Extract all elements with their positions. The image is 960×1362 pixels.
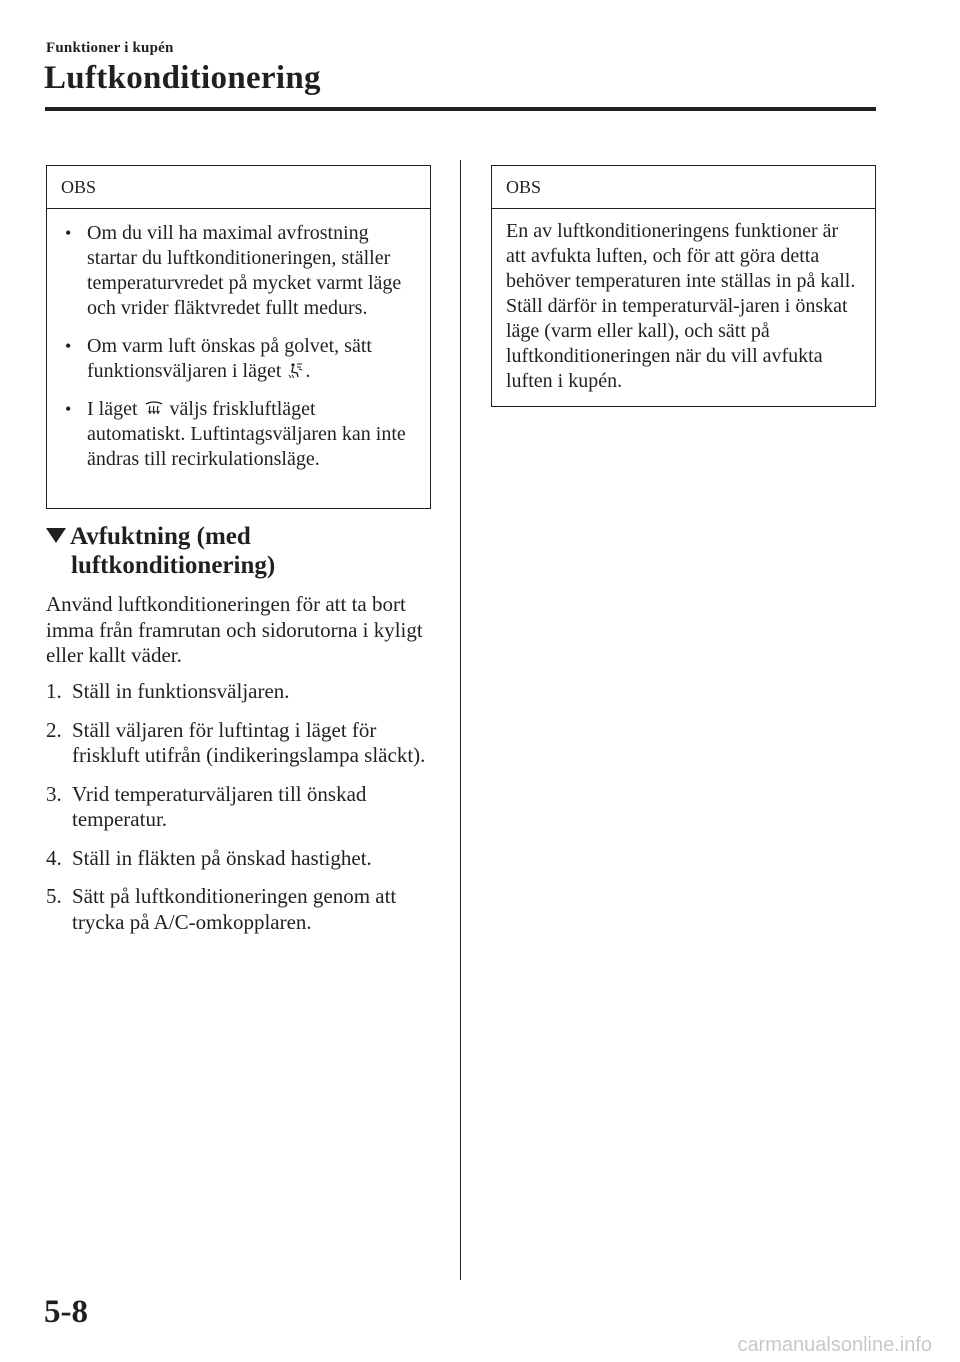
section-heading-line1: Avfuktning (med bbox=[70, 523, 251, 550]
bullet-text: väljs friskluftläget automatiskt. Luftintagsväljaren kan inte ändras till recirkulationsläge. bbox=[87, 398, 406, 470]
floor-defrost-mode-icon bbox=[288, 362, 303, 379]
title-rule bbox=[45, 107, 876, 111]
step-text: Ställ väljaren för luftintag i läget för friskluft utifrån (indikeringslampa släckt). bbox=[72, 717, 426, 767]
step-number: 2. bbox=[46, 717, 62, 742]
step-number: 1. bbox=[46, 679, 62, 703]
step-text: Sätt på luftkonditioneringen genom att trycka på A/C-omkopplaren. bbox=[72, 884, 397, 934]
note-box-right bbox=[491, 165, 876, 407]
section-heading bbox=[46, 522, 436, 580]
bullet-text: Om du vill ha maximal avfrostning startar du luftkonditioneringen, ställer temperaturvredet på mycket varmt läge och vrider fläktvredet fullt medurs. bbox=[87, 222, 402, 319]
note-label: OBS bbox=[47, 166, 430, 209]
steps-list bbox=[46, 679, 438, 948]
triangle-bullet-icon bbox=[46, 528, 66, 543]
intro-paragraph: Använd luftkonditioneringen för att ta bort imma från framrutan och sidorutorna i kyligt eller kallt väder. bbox=[46, 592, 423, 667]
step-number: 3. bbox=[46, 781, 62, 806]
list-item bbox=[46, 846, 438, 872]
section-label: Funktioner i kupén bbox=[46, 40, 174, 56]
list-item bbox=[46, 884, 438, 935]
step-text: Ställ in fläkten på önskad hastighet. bbox=[72, 845, 372, 870]
step-number: 4. bbox=[46, 845, 62, 870]
bullet-text: . bbox=[305, 360, 311, 382]
bullet-dot-icon: • bbox=[65, 336, 72, 356]
bullet-dot-icon: • bbox=[65, 223, 72, 243]
step-number: 5. bbox=[46, 884, 62, 908]
note-body-text: En av luftkonditioneringens funktioner är att avfukta luften, och för att göra detta behöver temperaturen inte ställas in på kall. Ställ därför in temperaturväl-jaren i önskat läge (varm eller kall), och sätt på luftkonditioneringen när du vill avfukta luften i kupén. bbox=[506, 220, 856, 392]
page-title: Luftkonditionering bbox=[44, 60, 321, 96]
note-bullet bbox=[61, 397, 416, 472]
list-item bbox=[46, 782, 438, 833]
column-divider bbox=[460, 160, 461, 1280]
list-item bbox=[46, 718, 438, 769]
section-heading-line2: luftkonditionering) bbox=[71, 552, 276, 579]
bullet-dot-icon: • bbox=[65, 399, 72, 419]
bullet-text: Om varm luft önskas på golvet, sätt funktionsväljaren i läget bbox=[87, 335, 372, 382]
step-text: Vrid temperaturväljaren till önskad temperatur. bbox=[72, 781, 367, 831]
list-item bbox=[46, 679, 438, 705]
note-body bbox=[47, 209, 430, 484]
note-box-left bbox=[46, 165, 431, 509]
note-bullet bbox=[61, 334, 416, 384]
defrost-mode-icon bbox=[145, 400, 163, 417]
note-label: OBS bbox=[492, 166, 875, 209]
step-text: Ställ in funktionsväljaren. bbox=[72, 679, 290, 703]
bullet-text: I läget bbox=[87, 398, 138, 420]
note-bullet bbox=[61, 221, 416, 321]
page-number: 5-8 bbox=[44, 1294, 88, 1330]
watermark: carmanualsonline.info bbox=[737, 1334, 932, 1356]
